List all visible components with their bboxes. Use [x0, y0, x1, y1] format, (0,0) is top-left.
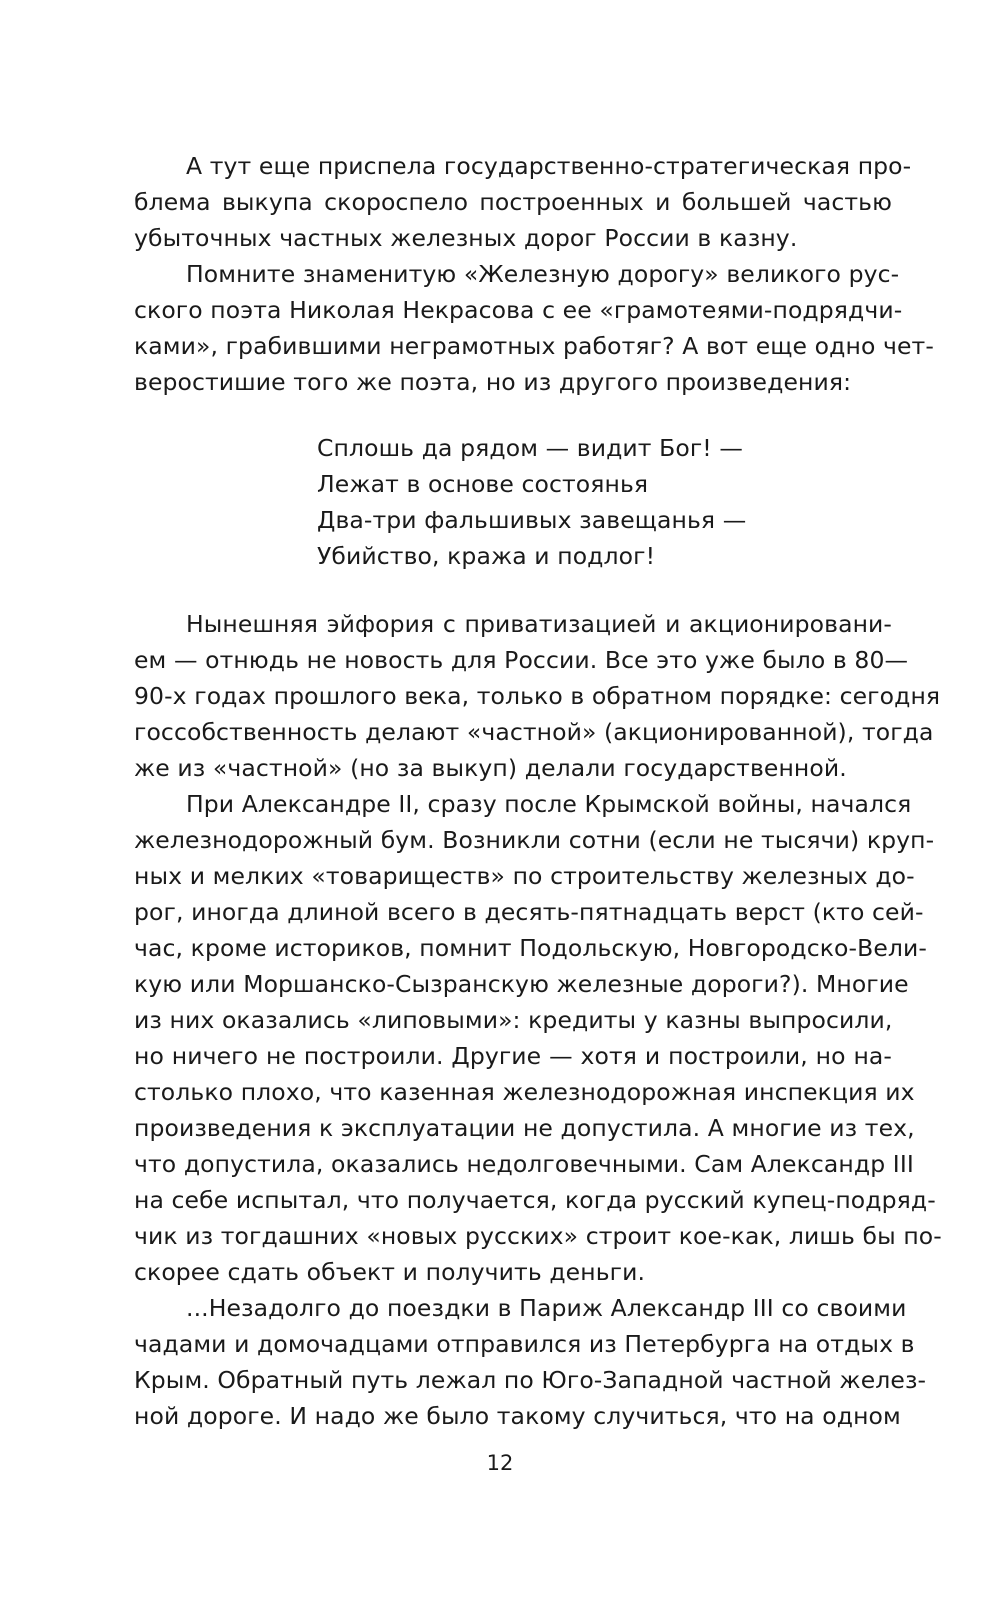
paragraph-4-line-2: железнодорожный бум. Возникли сотни (если не тысячи) круп-: [134, 826, 935, 854]
paragraph-2-line-4: веростишие того же поэта, но из другого произведения:: [134, 368, 852, 396]
page-number: 12: [486, 1451, 514, 1475]
paragraph-1-line-2: блема выкупа скороспело построенных и большей частью: [134, 188, 892, 216]
paragraph-3-line-3: 90-х годах прошлого века, только в обратном порядке: сегодня: [134, 682, 941, 710]
paragraph-3-line-4: госсобственность делают «частной» (акционированной), тогда: [134, 718, 934, 746]
verse-line-4: Убийство, кража и подлог!: [317, 542, 656, 570]
paragraph-4-line-10: произведения к эксплуатации не допустила. А многие из тех,: [134, 1114, 915, 1142]
paragraph-4-line-9: столько плохо, что казенная железнодорожная инспекция их: [134, 1078, 915, 1106]
paragraph-4-line-14: скорее сдать объект и получить деньги.: [134, 1258, 646, 1286]
paragraph-3-line-2: ем — отнюдь не новость для России. Все это уже было в 80—: [134, 646, 909, 674]
paragraph-2-line-2: ского поэта Николая Некрасова с ее «грамотеями-подрядчи-: [134, 296, 903, 324]
paragraph-5-line-2: чадами и домочадцами отправился из Петербурга на отдых в: [134, 1330, 915, 1358]
verse-line-3: Два-три фальшивых завещанья —: [317, 506, 747, 534]
paragraph-4-line-6: кую или Моршанско-Сызранскую железные дороги?). Многие: [134, 970, 909, 998]
paragraph-1-line-1: А тут еще приспела государственно-стратегическая про-: [186, 152, 912, 180]
paragraph-4-line-5: час, кроме историков, помнит Подольскую, Новгородско-Вели-: [134, 934, 927, 962]
paragraph-2-line-1: Помните знаменитую «Железную дорогу» великого рус-: [186, 260, 900, 288]
paragraph-4-line-12: на себе испытал, что получается, когда русский купец-подряд-: [134, 1186, 936, 1214]
paragraph-4-line-3: ных и мелких «товариществ» по строительству железных до-: [134, 862, 915, 890]
paragraph-4-line-11: что допустила, оказались недолговечными. Сам Александр III: [134, 1150, 914, 1178]
paragraph-4-line-4: рог, иногда длиной всего в десять-пятнадцать верст (кто сей-: [134, 898, 924, 926]
paragraph-3-line-5: же из «частной» (но за выкуп) делали государственной.: [134, 754, 847, 782]
paragraph-4-line-1: При Александре II, сразу после Крымской войны, начался: [186, 790, 912, 818]
paragraph-4-line-8: но ничего не построили. Другие — хотя и построили, но на-: [134, 1042, 892, 1070]
paragraph-3-line-1: Нынешняя эйфория с приватизацией и акционировани-: [186, 610, 892, 638]
paragraph-5-line-3: Крым. Обратный путь лежал по Юго-Западной частной желез-: [134, 1366, 927, 1394]
verse-line-2: Лежат в основе состоянья: [317, 470, 649, 498]
paragraph-4-line-7: из них оказались «липовыми»: кредиты у казны выпросили,: [134, 1006, 893, 1034]
paragraph-2-line-3: ками», грабившими неграмотных работяг? А вот еще одно чет-: [134, 332, 934, 360]
verse-line-1: Сплошь да рядом — видит Бог! —: [317, 434, 743, 462]
paragraph-5-line-1: ...Незадолго до поездки в Париж Александр III со своими: [186, 1294, 907, 1322]
paragraph-4-line-13: чик из тогдашних «новых русских» строит кое-как, лишь бы по-: [134, 1222, 942, 1250]
paragraph-1-line-3: убыточных частных железных дорог России в казну.: [134, 224, 798, 252]
paragraph-5-line-4: ной дороге. И надо же было такому случиться, что на одном: [134, 1402, 901, 1430]
